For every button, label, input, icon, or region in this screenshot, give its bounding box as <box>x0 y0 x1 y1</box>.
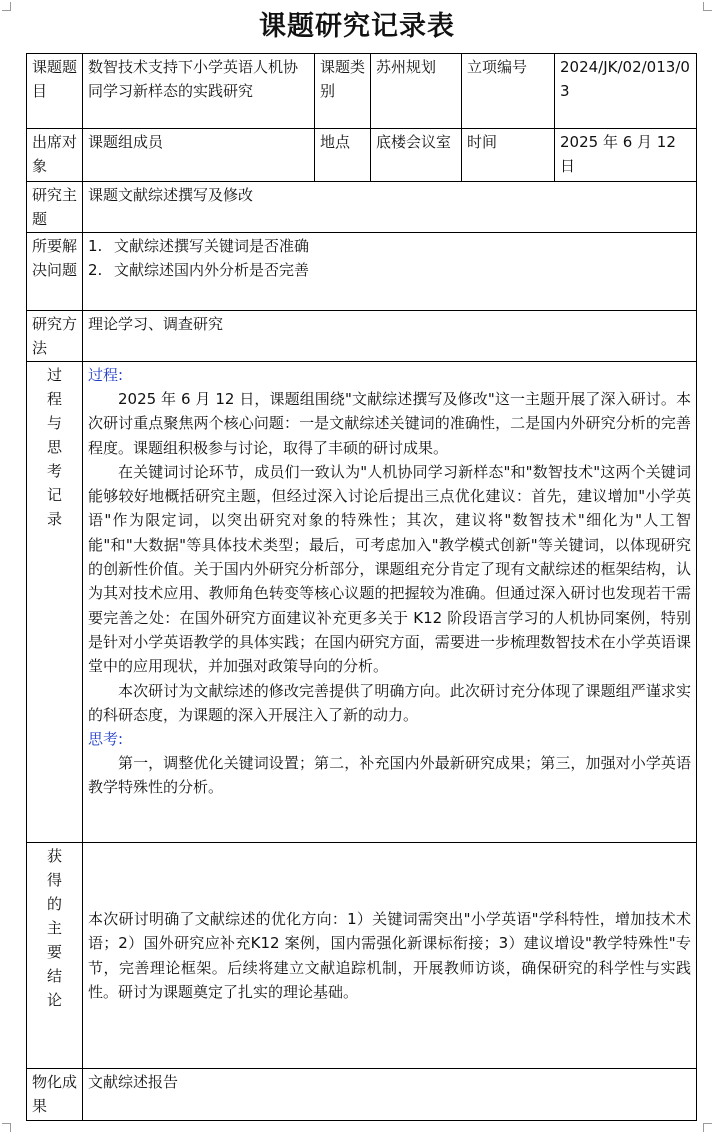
outcome-label: 物化成果 <box>27 1069 83 1121</box>
crop-mark-bottom-right <box>703 1123 712 1132</box>
problem-number: 1. <box>88 237 103 255</box>
process-content <box>83 362 697 843</box>
problem-item <box>88 258 691 282</box>
research-topic-value: 课题文献综述撰写及修改 <box>83 182 697 233</box>
process-paragraph: 本次研讨为文献综述的修改完善提供了明确方向。此次研讨充分体现了课题组严谨求实的科研态度，为课题的深入开展注入了新的动力。 <box>88 681 691 724</box>
thinking-paragraph: 第一，调整优化关键词设置；第二，补充国内外最新研究成果；第三，加强对小学英语教学特殊性的分析。 <box>88 754 691 797</box>
problem-text: 文献综述撰写关键词是否准确 <box>114 237 310 255</box>
place-value: 底楼会议室 <box>371 129 462 182</box>
attendees-label: 出席对象 <box>27 129 83 182</box>
crop-mark-bottom-left <box>2 1123 11 1132</box>
category-value: 苏州规划 <box>371 54 462 129</box>
place-label: 地点 <box>315 129 371 182</box>
time-value: 2025 年 6 月 12 日 <box>555 129 697 182</box>
topic-value: 数智技术支持下小学英语人机协同学习新样态的实践研究 <box>83 54 315 129</box>
outcome-value: 文献综述报告 <box>83 1069 697 1121</box>
thinking-heading: 思考: <box>88 730 124 749</box>
project-no-label: 立项编号 <box>462 54 555 129</box>
conclusion-content <box>83 843 697 1069</box>
problems-label: 所要解决问题 <box>27 233 83 311</box>
process-label: 过 程 与 思 考 记 录 <box>27 362 83 843</box>
row-process <box>27 362 697 843</box>
methods-label: 研究方法 <box>27 311 83 362</box>
problem-item <box>88 234 691 258</box>
process-paragraph: 在关键词讨论环节，成员们一致认为"人机协同学习新样态"和"数智技术"这两个关键词能够较好地概括研究主题，但经过深入讨论后提出三点优化建议：首先，建议增加"小学英语"作为限定词，以突出研究对象的特殊性；其次，建议将"数智技术"细化为"人工智能"和"大数据"等具体技术类型；最后，可考虑加入"教学模式创新"等关键词，以体现研究的创新性价值。关于国内外研究分析部分，课题组充分肯定了现有文献综述的框架结构，认为其对技术应用、教师角色转变等核心议题的把握较为准确。但通过深入研讨也发现若干需要完善之处：在国外研究方面建议补充更多关于 K12 阶段语言学习的人机协同案例，特别是针对小学英语教学的具体实践；在国内研究方面，需要进一步梳理数智技术在小学英语课堂中的应用现状，并加强对政策导向的分析。 <box>88 462 691 676</box>
row-research-topic <box>27 182 697 233</box>
conclusion-label: 获 得 的 主 要 结 论 <box>27 843 83 1069</box>
problem-number: 2. <box>88 261 103 279</box>
row-attendees <box>27 129 697 182</box>
attendees-value: 课题组成员 <box>83 129 315 182</box>
conclusion-text: 本次研讨明确了文献综述的优化方向：1）关键词需突出"小学英语"学科特性，增加技术术语；2）国外研究应补充K12 案例，国内需强化新课标衔接；3）建议增设"教学特殊性"专节，完善理论框架。后续将建立文献追踪机制，开展教师访谈，确保研究的科学性与实践性。研讨为课题奠定了扎实的理论基础。 <box>88 909 691 1001</box>
row-topic <box>27 54 697 129</box>
project-no-value: 2024/JK/02/013/03 <box>555 54 697 129</box>
page-title: 课题研究记录表 <box>259 11 455 42</box>
research-topic-label: 研究主题 <box>27 182 83 233</box>
problem-text: 文献综述国内外分析是否完善 <box>114 261 310 279</box>
process-paragraph: 2025 年 6 月 12 日，课题组围绕"文献综述撰写及修改"这一主题开展了深入研讨。本次研讨重点聚焦两个核心问题：一是文献综述关键词的准确性，二是国内外研究分析的完善程度。课题组积极参与讨论，取得了丰硕的研讨成果。 <box>88 390 691 457</box>
category-label: 课题类别 <box>315 54 371 129</box>
problems-list <box>83 233 697 311</box>
topic-label: 课题题目 <box>27 54 83 129</box>
time-label: 时间 <box>462 129 555 182</box>
row-problems <box>27 233 697 311</box>
row-methods <box>27 311 697 362</box>
record-table <box>26 53 697 1121</box>
methods-value: 理论学习、调查研究 <box>83 311 697 362</box>
row-outcome <box>27 1069 697 1121</box>
process-heading: 过程: <box>88 366 124 384</box>
row-conclusion <box>27 843 697 1069</box>
